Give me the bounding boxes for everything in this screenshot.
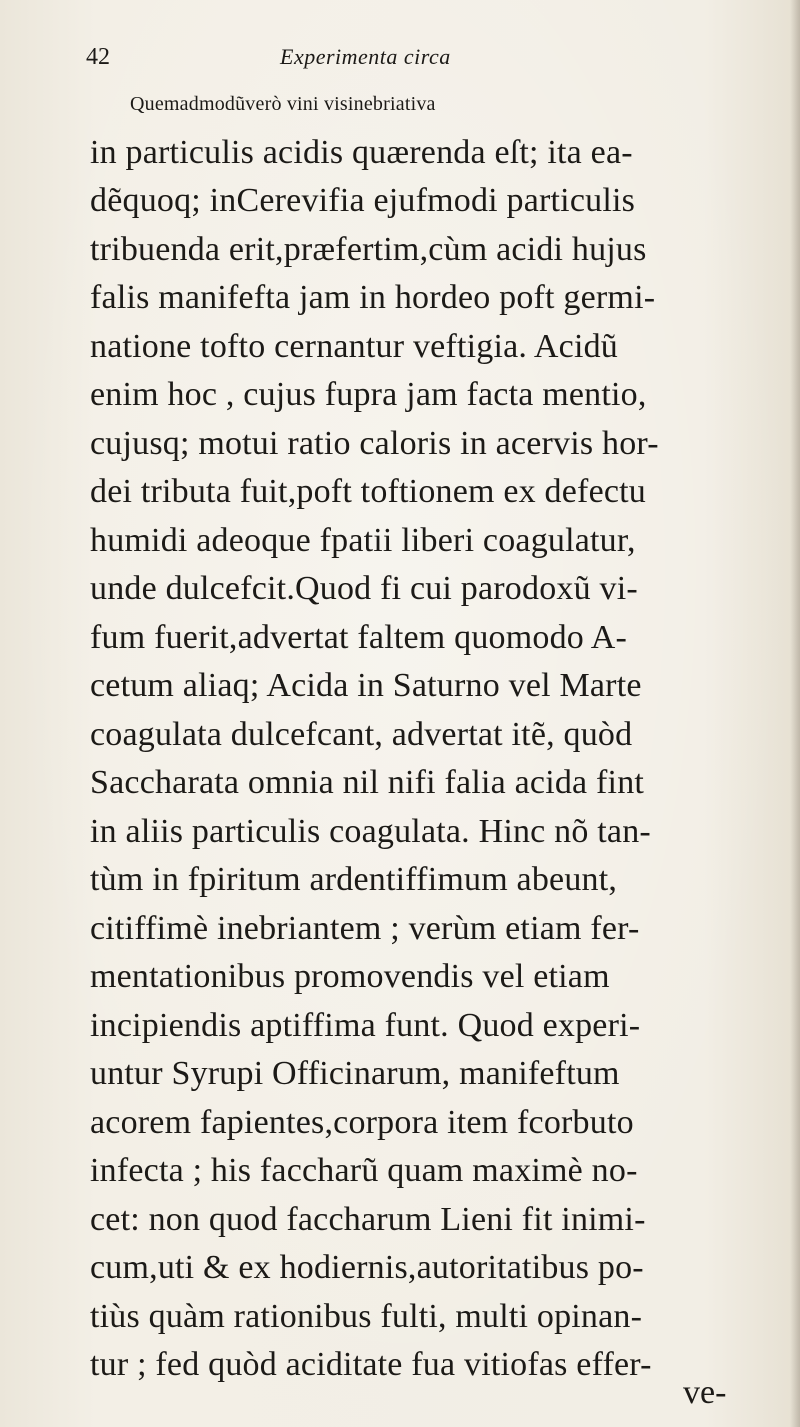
text-line: cetum aliaq; Acida in Saturno vel Marte (90, 667, 642, 704)
text-line: coagulata dulcefcant, advertat itẽ, quòd (90, 715, 633, 753)
text-line: natione tofto cernantur veftigia. Acidũ (90, 327, 619, 365)
text-line: citiffimè inebriantem ; verùm etiam fer- (90, 909, 640, 947)
text-line: acorem fapientes,corpora item fcorbuto (90, 1103, 634, 1141)
text-line: enim hoc , cujus fupra jam facta mentio, (90, 376, 647, 413)
text-line: incipiendis aptiffima funt. Quod experi- (90, 1006, 641, 1044)
text-line: untur Syrupi Officinarum, manifeftum (90, 1055, 620, 1092)
catchword: ve- (683, 1374, 727, 1411)
text-line: unde dulcefcit.Quod fi cui parodoxũ vi- (90, 570, 638, 607)
text-line: cet: non quod faccharum Lieni fit inimi- (90, 1200, 646, 1238)
page-number: 42 (86, 44, 110, 70)
text-line: dei tributa fuit,poft toftionem ex defectu (90, 473, 647, 510)
text-line: tribuenda erit,præfertim,cùm acidi hujus (90, 230, 647, 268)
text-line: Quemadmodũverò vini visinebriativa (130, 93, 436, 115)
running-head: Experimenta circa (280, 44, 451, 69)
text-line: humidi adeoque fpatii liberi coagulatur, (90, 521, 636, 559)
text-line: Saccharata omnia nil nifi falia acida fint (90, 764, 645, 801)
text-line: tiùs quàm rationibus fulti, multi opinan- (90, 1297, 643, 1335)
text-line: infecta ; his faccharũ quam maximè no- (90, 1152, 638, 1189)
text-line: tur ; fed quòd aciditate fua vitiofas effer- (90, 1346, 652, 1383)
text-line: in particulis acidis quærenda eſt; ita ea- (90, 133, 633, 171)
text-line: in aliis particulis coagulata. Hinc nõ tan- (90, 812, 651, 850)
text-line: tùm in fpiritum ardentiffimum abeunt, (90, 861, 618, 898)
text-line: falis manifefta jam in hordeo poft germi- (90, 279, 656, 316)
text-line: cujusq; motui ratio caloris in acervis hor- (90, 424, 659, 462)
text-line: dẽquoq; inCerevifia ejufmodi particulis (90, 182, 636, 219)
text-line: mentationibus promovendis vel etiam (90, 958, 610, 995)
text-line: fum fuerit,advertat faltem quomodo A- (90, 618, 628, 656)
body-text (90, 80, 780, 1390)
text-line: cum,uti & ex hodiernis,autoritatibus po- (90, 1249, 644, 1286)
page-edge-shadow (790, 0, 800, 1427)
